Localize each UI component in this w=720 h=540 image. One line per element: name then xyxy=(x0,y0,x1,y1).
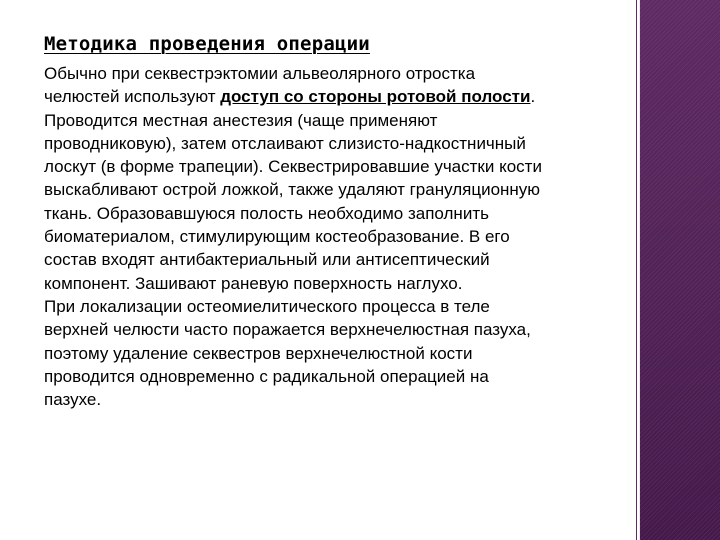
slide-content xyxy=(44,30,604,411)
access-emphasis: доступ со стороны ротовой полости xyxy=(220,87,531,107)
slide-title: Методика проведения операции xyxy=(44,33,370,55)
paragraph-procedure-end: . Проводится местная анестезия (чаще применяют проводниковую), затем отслаивают слизисто-надкостничный лоскут (в форме трапеции). Секвестрировавшие участки кости выскабливают острой ложкой, также удаляют грануляционную ткань. Образовавшуюся полость необходимо заполнить биоматериалом, стимулирующим костеобразование. В его состав входят антибактериальный или антисептический компонент. Зашивают раневую поверхность наглухо. xyxy=(44,87,542,293)
decorative-side-band xyxy=(640,0,720,540)
side-divider-dark xyxy=(636,0,637,540)
paragraph-maxilla: При локализации остеомиелитического процесса в теле верхней челюсти часто поражается верхнечелюстная пазуха, поэтому удаление секвестров верхнечелюстной кости проводится одновременно с радикальной операцией на пазухе. xyxy=(44,296,531,410)
paragraph-procedure xyxy=(44,62,544,295)
paragraph-procedure-start: Обычно при секвестрэктомии альвеолярного отростка челюстей используют xyxy=(44,64,476,107)
